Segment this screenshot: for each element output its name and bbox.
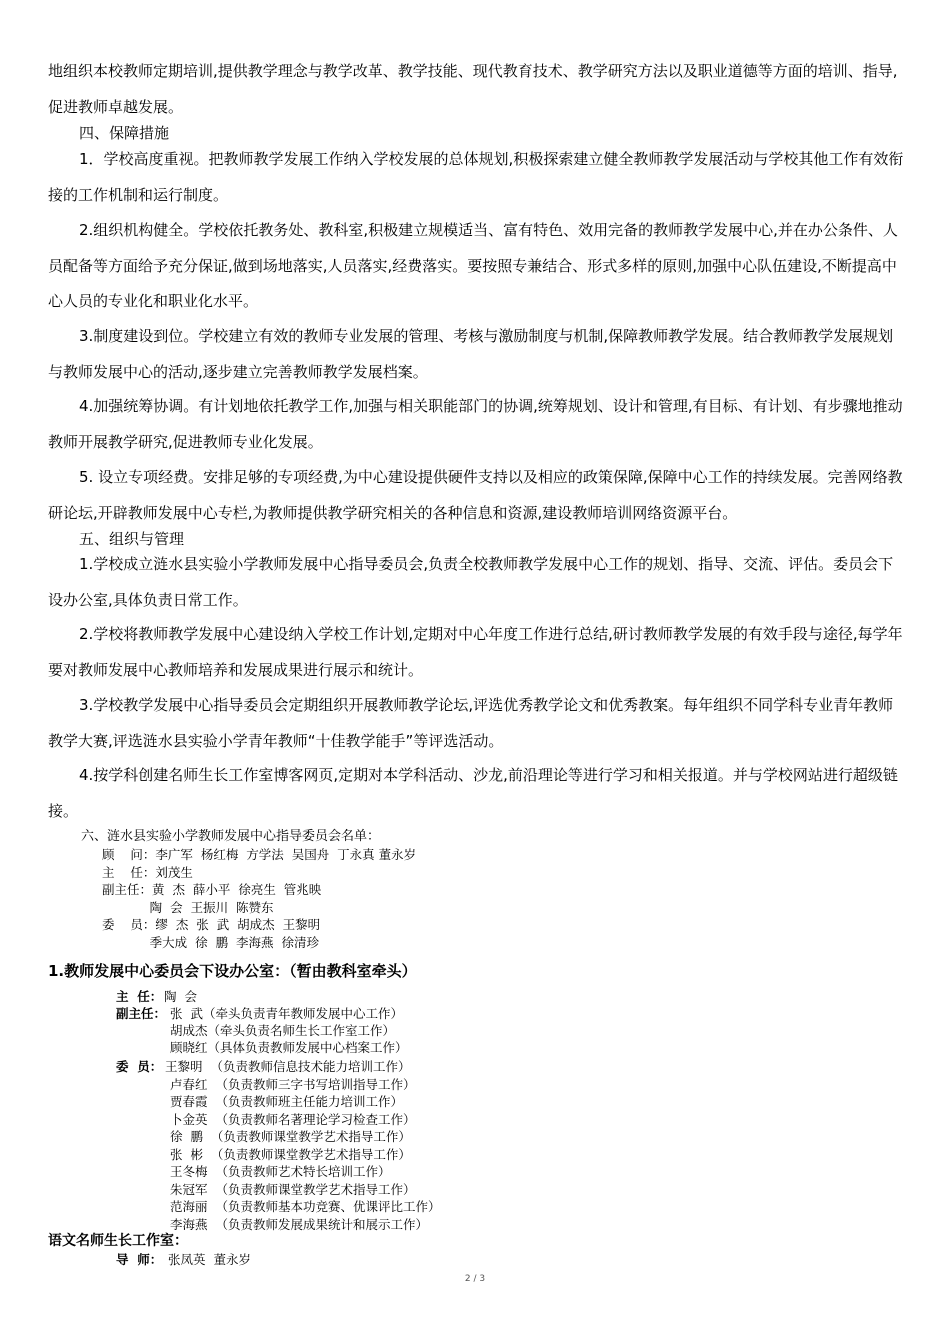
section-5-heading: 五、组织与管理: [79, 530, 185, 548]
committee-members-cont: 季大成 徐 鹏 李海燕 徐清珍: [102, 935, 319, 950]
committee-director: 主 任：刘茂生: [102, 865, 193, 880]
office-deputy-1: 张 武（牵头负责青年教师发展中心工作）: [170, 1006, 403, 1021]
section-4-heading: 四、保障措施: [79, 124, 170, 142]
office-member-5: 徐 鹏 （负责教师课堂教学艺术指导工作）: [170, 1129, 411, 1144]
office-member-4: 卜金英 （负责教师名著理论学习检查工作）: [170, 1112, 416, 1127]
committee-deputies-cont: 陶 会 王振川 陈赞东: [102, 900, 274, 915]
office-member-1: 王黎明 （负责教师信息技术能力培训工作）: [165, 1059, 411, 1074]
section-4-item-2: 2.组织机构健全。学校依托教务处、教科室,积极建立规模适当、富有特色、效用完备的教师教学发展中心,并在办公条件、人员配备等方面给予充分保证,做到场地落实,人员落实,经费落实。要按照专兼结合、形式多样的原则,加强中心队伍建设,不断提高中心人员的专业化和职业化水平。: [48, 221, 898, 310]
intro-paragraph: 地组织本校教师定期培训,提供教学理念与教学改革、教学技能、现代教育技术、教学研究方法以及职业道德等方面的培训、指导,促进教师卓越发展。: [48, 62, 898, 116]
office-member-2: 卢春红 （负责教师三字书写培训指导工作）: [170, 1077, 416, 1092]
studio-mentor-label: 导 师：: [116, 1252, 163, 1267]
office-member-10: 李海燕 （负责教师发展成果统计和展示工作）: [170, 1217, 428, 1232]
section-5-item-1: 1.学校成立涟水县实验小学教师发展中心指导委员会,负责全校教师教学发展中心工作的规划、指导、交流、评估。委员会下设办公室,具体负责日常工作。: [48, 555, 894, 609]
office-deputy-3: 顾晓红（具体负责教师发展中心档案工作）: [170, 1040, 408, 1055]
studio-title: 语文名师生长工作室：: [48, 1233, 188, 1249]
section-4-item-3: 3.制度建设到位。学校建立有效的教师专业发展的管理、考核与激励制度与机制,保障教师教学发展。结合教师教学发展规划与教师发展中心的活动,逐步建立完善教师教学发展档案。: [48, 327, 894, 381]
office-member-3: 贾春霞 （负责教师班主任能力培训工作）: [170, 1094, 403, 1109]
office-director: 陶 会: [164, 989, 197, 1004]
office-member-6: 张 彬 （负责教师课堂教学艺术指导工作）: [170, 1147, 411, 1162]
office-member-7: 王冬梅 （负责教师艺术特长培训工作）: [170, 1164, 391, 1179]
office-deputy-2: 胡成杰（牵头负责名师生长工作室工作）: [170, 1023, 396, 1038]
section-5-item-2: 2.学校将教师教学发展中心建设纳入学校工作计划,定期对中心年度工作进行总结,研讨教师教学发展的有效手段与途径,每学年要对教师发展中心教师培养和发展成果进行展示和统计。: [48, 625, 903, 679]
section-4-item-4: 4.加强统筹协调。有计划地依托教学工作,加强与相关职能部门的协调,统筹规划、设计和管理,有目标、有计划、有步骤地推动教师开展教学研究,促进教师专业化发展。: [48, 397, 903, 451]
section-4-item-1: 1．学校高度重视。把教师教学发展工作纳入学校发展的总体规划,积极探索建立健全教师教学发展活动与学校其他工作有效衔接的工作机制和运行制度。: [48, 150, 904, 204]
committee-deputies: 副主任：黄 杰 薛小平 徐亮生 管兆映: [102, 882, 322, 897]
office-deputy-label: 副主任：: [116, 1006, 167, 1021]
section-5-item-4: 4.按学科创建名师生长工作室博客网页,定期对本学科活动、沙龙,前沿理论等进行学习和相关报道。并与学校网站进行超级链接。: [48, 766, 898, 820]
studio-mentors: 张凤英 董永岁: [168, 1252, 251, 1267]
page-number: 2 / 3: [464, 1274, 486, 1284]
committee-title: 六、涟水县实验小学教师发展中心指导委员会名单：: [81, 829, 381, 844]
office-member-8: 朱冠军 （负责教师课堂教学艺术指导工作）: [170, 1182, 416, 1197]
committee-advisors: 顾 问：李广军 杨红梅 方学法 吴国舟 丁永真 董永岁: [102, 847, 417, 862]
office-member-label: 委 员：: [116, 1059, 163, 1074]
office-title: 1.教师发展中心委员会下设办公室：（暂由教科室牵头）: [48, 962, 417, 980]
office-member-9: 范海丽 （负责教师基本功竞赛、优课评比工作）: [170, 1199, 441, 1214]
committee-members: 委 员：缪 杰 张 武 胡成杰 王黎明: [102, 917, 321, 932]
section-4-item-5: 5. 设立专项经费。安排足够的专项经费,为中心建设提供硬件支持以及相应的政策保障,保障中心工作的持续发展。完善网络教研论坛,开辟教师发展中心专栏,为教师提供教学研究相关的各种信息和资源,建设教师培训网络资源平台。: [48, 468, 903, 522]
office-director-label: 主 任：: [116, 989, 163, 1004]
section-5-item-3: 3.学校教学发展中心指导委员会定期组织开展教师教学论坛,评选优秀教学论文和优秀教案。每年组织不同学科专业青年教师教学大赛,评选涟水县实验小学青年教师“十佳教学能手”等评选活动。: [48, 696, 894, 750]
